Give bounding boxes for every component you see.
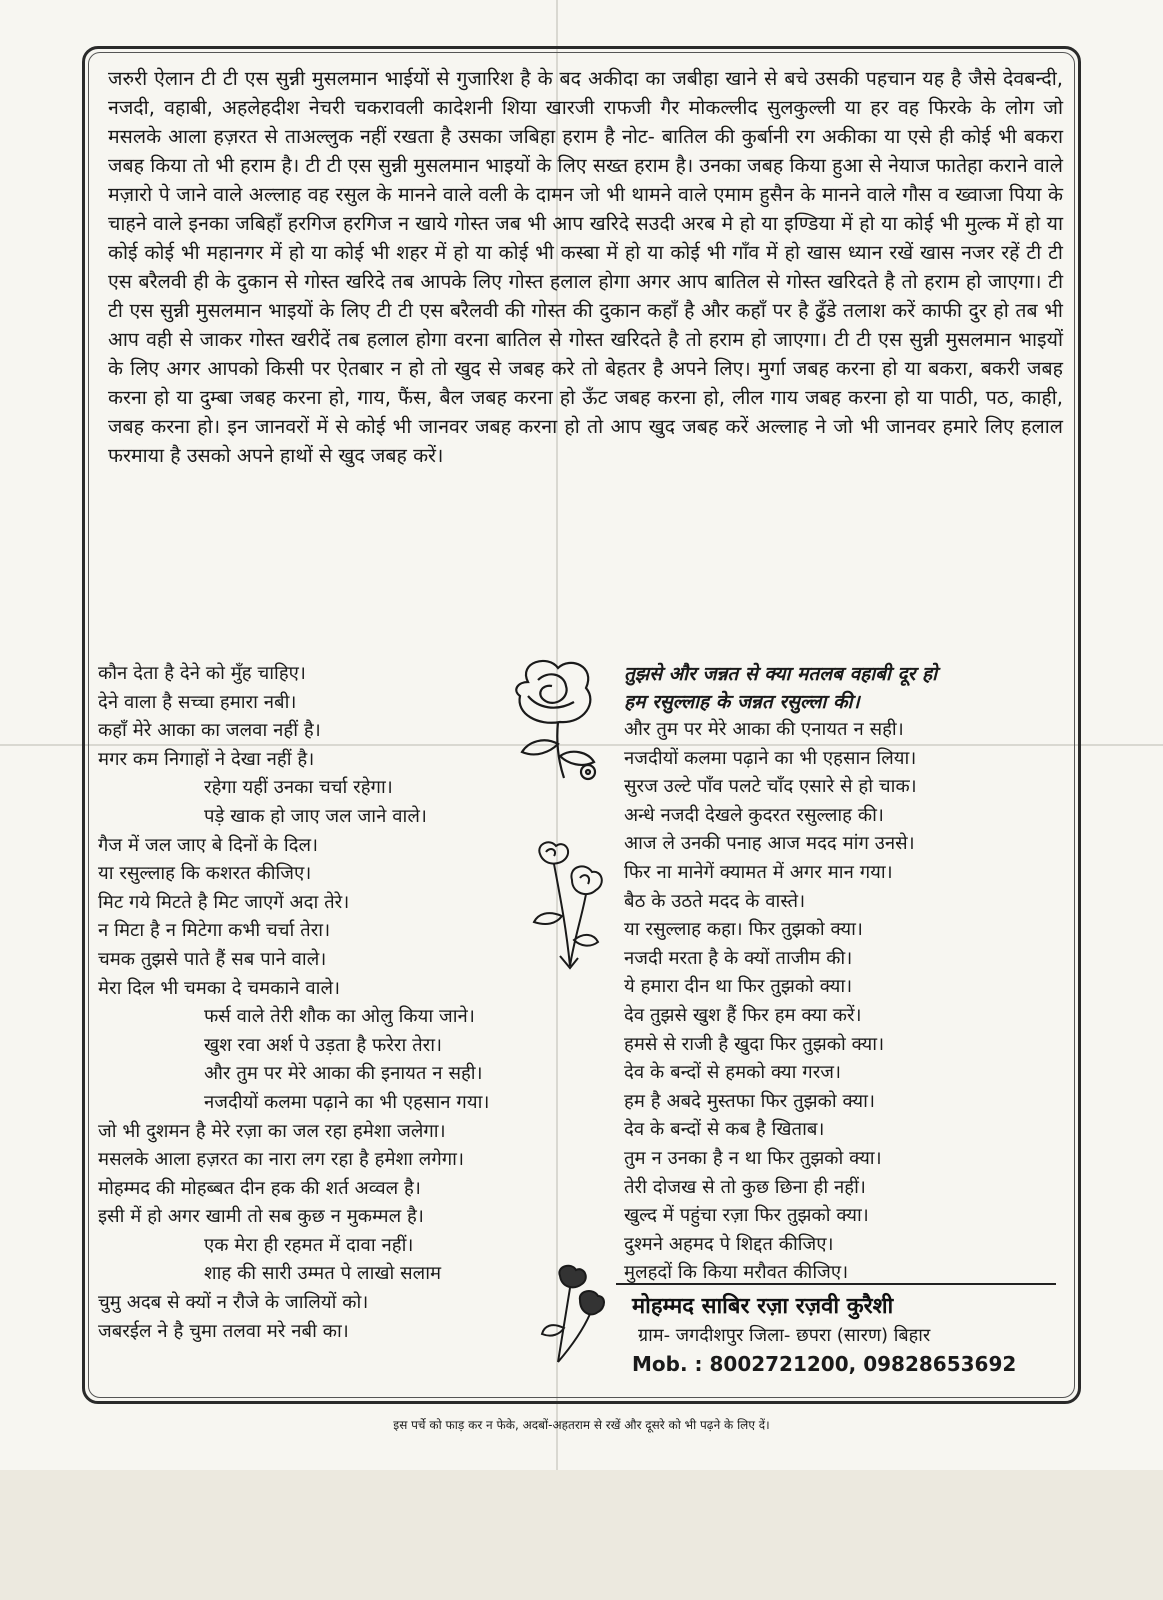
left-poem-line: मिट गये मिटते है मिट जाएगें अदा तेरे। xyxy=(98,891,350,913)
right-poem-line: फिर ना मानेगें क्यामत में अगर मान गया। xyxy=(624,861,893,883)
rose-bottom-icon xyxy=(540,1262,610,1366)
left-poem-line: मगर कम निगाहों ने देखा नहीं है। xyxy=(98,748,315,770)
left-poem-line: या रसुल्लाह कि कशरत कीजिए। xyxy=(98,863,312,885)
left-poem-line: गैज में जल जाए बे दिनों के दिल। xyxy=(98,834,319,856)
right-poem-line: सुरज उल्टे पाँव पलटे चाँद एसारे से हो चाक। xyxy=(624,776,917,798)
left-poem-line: पड़े खाक हो जाए जल जाने वाले। xyxy=(204,805,427,827)
right-poem-line: तुम न उनका है न था फिर तुझको क्या। xyxy=(624,1147,882,1169)
right-poem-line: नजदी मरता है के क्यों ताजीम की। xyxy=(624,947,853,969)
left-poem-line: एक मेरा ही रहमत में दावा नहीं। xyxy=(204,1234,414,1256)
right-poem-line: देव के बन्दों से हमको क्या गरज। xyxy=(624,1062,842,1084)
right-poem-line: हमसे से राजी है खुदा फिर तुझको क्या। xyxy=(624,1033,885,1055)
left-poem-line: मेरा दिल भी चमका दे चमकाने वाले। xyxy=(98,977,341,999)
right-poem-heading-1: तुझसे और जन्नत से क्या मतलब वहाबी दूर हो xyxy=(624,663,938,685)
right-poem-line: या रसुल्लाह कहा। फिर तुझको क्या। xyxy=(624,919,863,941)
footer-note: इस पर्चे को फाड़ कर न फेके, अदबों-अहतराम से रखें और दूसरे को भी पढ़ने के लिए दें। xyxy=(393,1418,770,1432)
left-poem-line: इसी में हो अगर खामी तो सब कुछ न मुकम्मल है। xyxy=(98,1206,424,1228)
right-poem-line: खुल्द में पहुंचा रज़ा फिर तुझको क्या। xyxy=(624,1205,869,1227)
left-poem-line: रहेगा यहीं उनका चर्चा रहेगा। xyxy=(204,777,393,799)
left-poem-line: खुश रवा अर्श पे उड़ता है फरेरा तेरा। xyxy=(204,1034,443,1056)
rose-pair-icon xyxy=(530,836,610,976)
author-mobile: Mob. : 8002721200, 09828653692 xyxy=(632,1352,1017,1376)
left-poem-line: मसलके आला हज़रत का नारा लग रहा है हमेशा लगेगा। xyxy=(98,1149,464,1171)
right-poem-line: तेरी दोजख से तो कुछ छिना ही नहीं। xyxy=(624,1176,866,1198)
author-address: ग्राम- जगदीशपुर जिला- छपरा (सारण) बिहार xyxy=(638,1325,931,1346)
right-poem-line: देव तुझसे खुश हैं फिर हम क्या करें। xyxy=(624,1004,862,1026)
right-poem-line: बैठ के उठते मदद के वास्ते। xyxy=(624,890,806,912)
right-poem-line: अन्धे नजदी देखले कुदरत रसुल्लाह की। xyxy=(624,804,884,826)
rose-large-icon xyxy=(498,652,610,786)
left-poem-line: और तुम पर मेरे आका की इनायत न सही। xyxy=(204,1063,483,1085)
left-poem-line: जो भी दुशमन है मेरे रज़ा का जल रहा हमेशा जलेगा। xyxy=(98,1120,446,1142)
left-poem-line: न मिटा है न मिटेगा कभी चर्चा तेरा। xyxy=(98,920,331,942)
right-poem-line: ये हमारा दीन था फिर तुझको क्या। xyxy=(624,976,853,998)
intro-announcement xyxy=(108,64,1063,470)
right-poem-line: हम है अबदे मुस्तफा फिर तुझको क्या। xyxy=(624,1090,875,1112)
left-poem-line: कौन देता है देने को मुँह चाहिए। xyxy=(98,663,306,684)
left-poem-line: चुमु अदब से क्यों न रौजे के जालियों को। xyxy=(98,1292,369,1314)
right-poem-line: दुश्मने अहमद पे शिद्दत कीजिए। xyxy=(624,1233,834,1255)
left-poem-line: मोहम्मद की मोहब्बत दीन हक की शर्त अव्वल है। xyxy=(98,1177,421,1199)
left-poem-line: कहाँ मेरे आका का जलवा नहीं है। xyxy=(98,720,321,742)
right-poem-line: और तुम पर मेरे आका की एनायत न सही। xyxy=(624,719,904,740)
left-poem-line: नजदीयों कलमा पढ़ाने का भी एहसान गया। xyxy=(204,1091,490,1113)
right-poem-line: आज ले उनकी पनाह आज मदद मांग उनसे। xyxy=(624,833,915,855)
left-poem-line: चमक तुझसे पाते हैं सब पाने वाले। xyxy=(98,948,327,970)
scan-background xyxy=(0,1470,1163,1600)
right-poem-line: मुलहदों कि किया मरौवत कीजिए। xyxy=(624,1262,849,1284)
left-poem-line: देने वाला है सच्चा हमारा नबी। xyxy=(98,691,297,713)
right-poem-line: देव के बन्दों से कब है खिताब। xyxy=(624,1119,825,1141)
right-poem-heading-2: हम रसुल्लाह के जन्नत रसुल्ला की। xyxy=(624,691,860,713)
intro-paragraph: जरुरी ऐलान टी टी एस सुन्नी मुसलमान भाईयों से गुजारिश है के बद अकीदा का जबीहा खाने से बचे उसकी पहचान यह है जैसे देवबन्दी, नजदी, वहाबी, अहलेहदीश नेचरी चकरावली कादेशनी शिया खारजी राफजी गैर मोकल्लीद सुलकुल्ली या हर वह फिरके के लोग जो मसलके आला हज़रत से ताअल्लुक नहीं रखता है उसका जबिहा हराम है नोट- बातिल की कुर्बानी रग अकीका या एसे ही कोई भी बकरा जबह किया तो भी हराम है। टी टी एस सुन्नी मुसलमान भाइयों के लिए सख्त हराम है। उनका जबह किया हुआ से नेयाज फातेहा कराने वाले मज़ारो पे जाने वाले अल्लाह वह रसुल के मानने वाले वली के दामन जो भी थामने वाले एमाम हुसैन के मानने वाले गौस व ख्वाजा पिया के चाहने वाले इनका जबिहाँ हरगिज हरगिज न खाये गोस्त जब भी आप खरिदे सउदी अरब मे हो या इण्डिया में हो या कोई भी मुल्क में हो या कोई कोई भी महानगर में हो या कोई भी शहर में हो या कोई भी कस्बा में हो या कोई भी गाँव में हो खास ध्यान रखें खास नजर रहें टी टी एस बरैलवी ही के दुकान से गोस्त खरिदे तब आपके लिए गोस्त हलाल होगा अगर आप बातिल से गोस्त खरिदते है तो हराम हो जाएगा। टी टी एस सुन्नी मुसलमान भाइयों के लिए टी टी एस बरैलवी की गोस्त की दुकान कहाँ है और कहाँ पर है ढुँडे तलाश करें काफी दुर हो तब भी आप वही से जाकर गोस्त खरीदें तब हलाल होगा वरना बातिल से गोस्त खरिदते है तो हराम हो जाएगा। टी टी एस सुन्नी मुसलमान भाइयों के लिए अगर आपको किसी पर ऐतबार न हो तो खुद से जबह करे तो बेहतर है अपने लिए। मुर्गा जबह करना हो या बकरा, बकरी जबह करना हो या दुम्बा जबह करना हो, गाय, फैंस, बैल जबह करना हो ऊँट जबह करना हो, लील गाय जबह करना हो या पाठी, पठ, काही, जबह करना हो। इन जानवरों में से कोई भी जानवर जबह करना हो तो आप खुद जबह करें अल्लाह ने जो भी जानवर हमारे लिए हलाल फरमाया है उसको अपने हाथों से खुद जबह करें। xyxy=(108,67,1063,467)
left-poem-line: शाह की सारी उम्मत पे लाखो सलाम xyxy=(204,1263,442,1285)
right-poem xyxy=(624,660,1064,1288)
signature-divider xyxy=(616,1283,1056,1285)
right-poem-line: नजदीयों कलमा पढ़ाने का भी एहसान लिया। xyxy=(624,747,917,769)
left-poem-line: फर्स वाले तेरी शौक का ओलु किया जाने। xyxy=(204,1006,475,1028)
author-name: मोहम्मद साबिर रज़ा रज़वी कुरैशी xyxy=(632,1294,894,1319)
left-poem-line: जबरईल ने है चुमा तलवा मरे नबी का। xyxy=(98,1320,349,1342)
